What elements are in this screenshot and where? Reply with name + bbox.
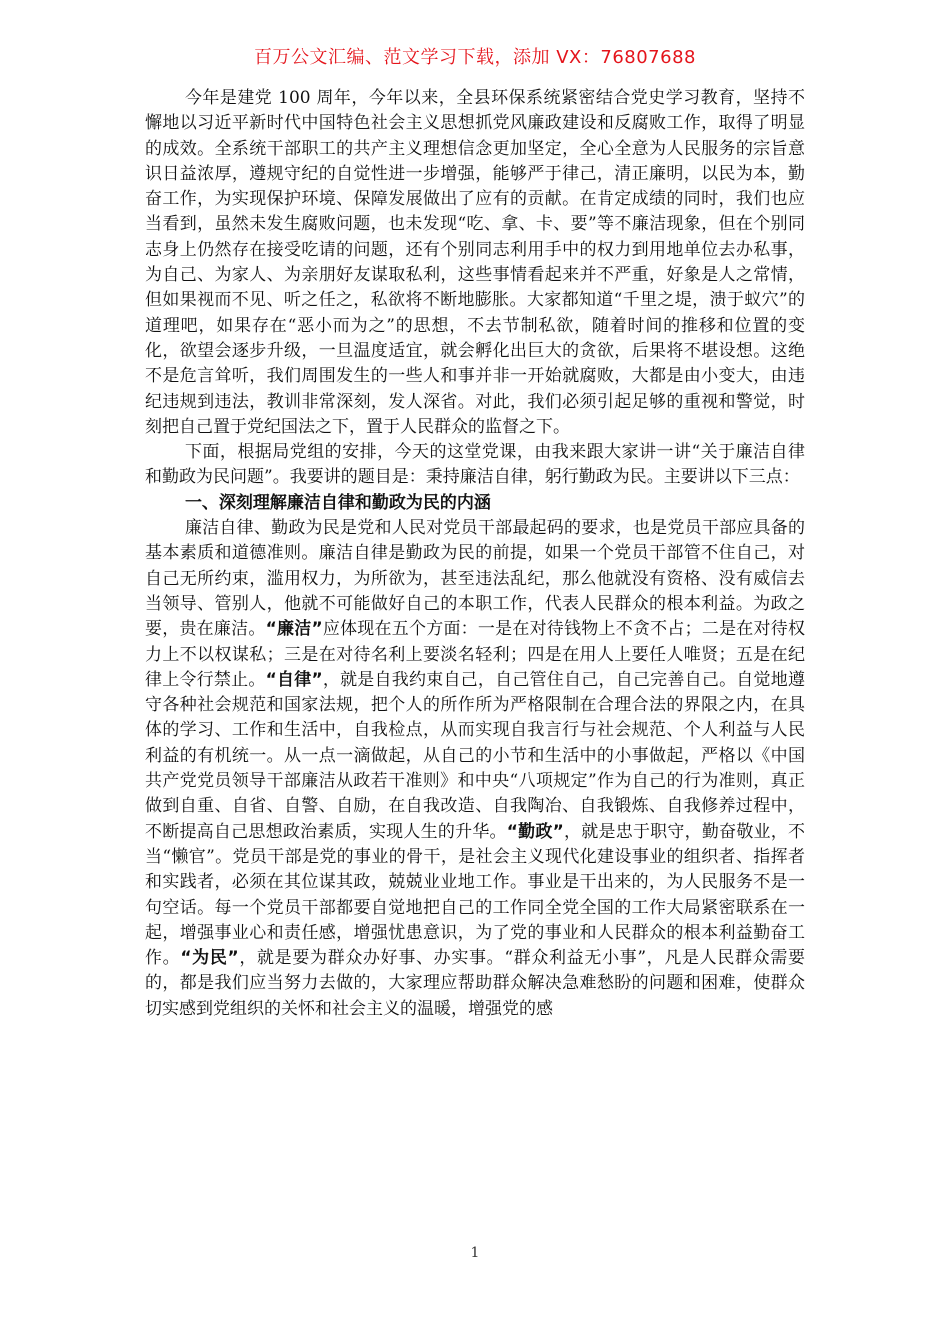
paragraph-section-1 [145, 516, 805, 1022]
paragraph-text: ，就是要为群众办好事、办实事。“群众利益无小事”，凡是人民群众需要的，都是我们应当努力去做的，大家理应帮助群众解决急难愁盼的问题和困难，使群众切实感到党组织的关怀和社会主义的温暖，增强党的感 [145, 948, 805, 1019]
paragraph-text: 应体现在五个方面：一是在对待钱物上不贪不占；二是在对待权力上不以权谋私；三是在对待名利上要淡名轻利；四是在用人上要任人唯贤；五是在纪律上令行禁止。 [145, 619, 805, 690]
paragraph-topic: 下面，根据局党组的安排，今天的这堂党课，由我来跟大家讲一讲“关于廉洁自律和勤政为民问题”。我要讲的题目是：秉持廉洁自律，躬行勤政为民。主要讲以下三点： [145, 442, 805, 488]
section-heading-1: 一、深刻理解廉洁自律和勤政为民的内涵 [184, 492, 491, 513]
paragraph-text: ，就是自我约束自己，自己管住自己，自己完善自己。自觉地遵守各种社会规范和国家法规，把个人的所作所为严格限制在合理合法的界限之内，在具体的学习、工作和生活中，自我检点，从而实现自我言行与社会规范、个人利益与人民利益的有机统一。从一点一滴做起，从自己的小节和生活中的小事做起，严格以《中国共产党党员领导干部廉洁从政若干准则》和中央“八项规定”作为自己的行为准则，真正做到自重、自省、自警、自励，在自我改造、自我陶冶、自我锻炼、自我修养过程中，不断提高自己思想政治素质，实现人生的升华。 [145, 669, 805, 842]
term-zilv: “自律” [265, 669, 323, 690]
document-body [145, 86, 805, 1022]
paragraph-text: 廉洁自律、勤政为民是党和人民对党员干部最起码的要求，也是党员干部应具备的基本素质和道德准则。廉洁自律是勤政为民的前提，如果一个党员干部管不住自己，对自己无所约束，滥用权力，为所欲为，甚至违法乱纪，那么他就没有资格、没有威信去当领导、管别人，他就不可能做好自己的本职工作，代表人民群众的根本利益。为政之要，贵在廉洁。 [145, 518, 805, 640]
paragraph-intro: 今年是建党 100 周年，今年以来，全县环保系统紧密结合党史学习教育，坚持不懈地以习近平新时代中国特色社会主义思想抓党风廉政建设和反腐败工作，取得了明显的成效。全系统干部职工的共产主义理想信念更加坚定，全心全意为人民服务的宗旨意识日益浓厚，遵规守纪的自觉性进一步增强，能够严于律己，清正廉明，以民为本，勤奋工作，为实现保护环境、保障发展做出了应有的贡献。在肯定成绩的同时，我们也应当看到，虽然未发生腐败问题，也未发现“吃、拿、卡、要”等不廉洁现象，但在个别同志身上仍然存在接受吃请的问题，还有个别同志利用手中的权力到用地单位去办私事，为自己、为家人、为亲朋好友谋取私利，这些事情看起来并不严重，好象是人之常情，但如果视而不见、听之任之，私欲将不断地膨胀。大家都知道“千里之堤，溃于蚁穴”的道理吧，如果存在“恶小而为之”的思想，不去节制私欲，随着时间的推移和位置的变化，欲望会逐步升级，一旦温度适宜，就会孵化出巨大的贪欲，后果将不堪设想。这绝不是危言耸听，我们周围发生的一些人和事并非一开始就腐败，大都是由小变大，由违纪违规到违法，教训非常深刻，发人深省。对此，我们必须引起足够的重视和警觉，时刻把自己置于党纪国法之下，置于人民群众的监督之下。 [145, 88, 805, 437]
term-lianjie: “廉洁” [265, 619, 323, 640]
term-weimin: “为民” [180, 948, 239, 969]
term-qinzheng: “勤政” [506, 821, 564, 842]
paragraph-text: ，就是忠于职守，勤奋敬业，不当“懒官”。党员干部是党的事业的骨干，是社会主义现代化建设事业的组织者、指挥者和实践者，必须在其位谋其政，兢兢业业地工作。事业是干出来的，为人民服务不是一句空话。每一个党员干部都要自觉地把自己的工作同全党全国的工作大局紧密联系在一起，增强事业心和责任感，增强忧患意识，为了党的事业和人民群众的根本利益勤奋工作。 [145, 821, 805, 969]
header-banner: 百万公文汇编、范文学习下载，添加 VX：76807688 [254, 47, 696, 68]
page-number: 1 [470, 1245, 480, 1261]
